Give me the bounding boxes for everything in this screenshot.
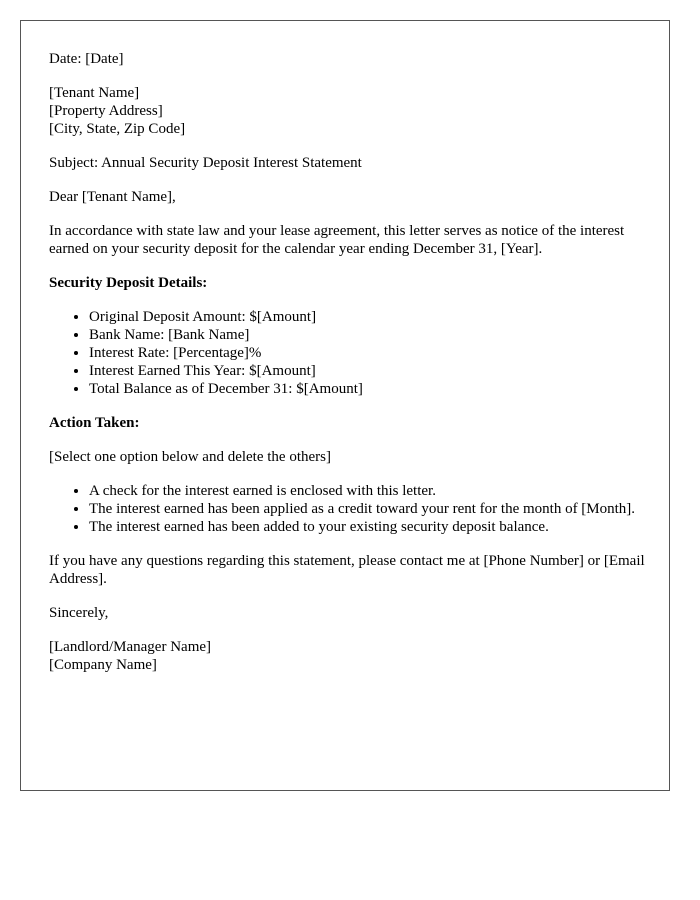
signature-block bbox=[49, 638, 649, 674]
subject-line: Subject: Annual Security Deposit Interest Statement bbox=[49, 155, 362, 171]
recipient-address-block bbox=[49, 84, 649, 138]
deposit-details-list bbox=[49, 308, 649, 398]
list-item: • Total Balance as of December 31: $[Amount] bbox=[89, 380, 649, 398]
deposit-details-heading: Security Deposit Details: bbox=[49, 275, 208, 291]
recipient-name: [Tenant Name] bbox=[49, 85, 140, 101]
date-line: Date: [Date] bbox=[49, 51, 124, 67]
list-item: • Bank Name: [Bank Name] bbox=[89, 326, 649, 344]
action-taken-heading: Action Taken: bbox=[49, 415, 140, 431]
list-item: • The interest earned has been applied as a credit toward your rent for the month of [Month]. bbox=[89, 500, 649, 518]
list-item: • Original Deposit Amount: $[Amount] bbox=[89, 308, 649, 326]
list-item: • The interest earned has been added to your existing security deposit balance. bbox=[89, 518, 649, 536]
recipient-city-state-zip: [City, State, Zip Code] bbox=[49, 121, 186, 137]
signature-name: [Landlord/Manager Name] bbox=[49, 639, 212, 655]
list-item: • Interest Earned This Year: $[Amount] bbox=[89, 362, 649, 380]
letter-page bbox=[20, 20, 670, 791]
recipient-property-address: [Property Address] bbox=[49, 103, 163, 119]
list-item: • Interest Rate: [Percentage]% bbox=[89, 344, 649, 362]
closing: Sincerely, bbox=[49, 605, 109, 621]
contact-paragraph: If you have any questions regarding this statement, please contact me at [Phone Number] or [Email Address]. bbox=[49, 553, 645, 587]
list-item: • A check for the interest earned is enclosed with this letter. bbox=[89, 482, 649, 500]
action-options-list bbox=[49, 482, 649, 536]
action-instruction: [Select one option below and delete the others] bbox=[49, 449, 331, 465]
salutation: Dear [Tenant Name], bbox=[49, 189, 176, 205]
signature-company: [Company Name] bbox=[49, 657, 157, 673]
intro-paragraph: In accordance with state law and your lease agreement, this letter serves as notice of the interest earned on your security deposit for the calendar year ending December 31, [Year]. bbox=[49, 223, 625, 257]
